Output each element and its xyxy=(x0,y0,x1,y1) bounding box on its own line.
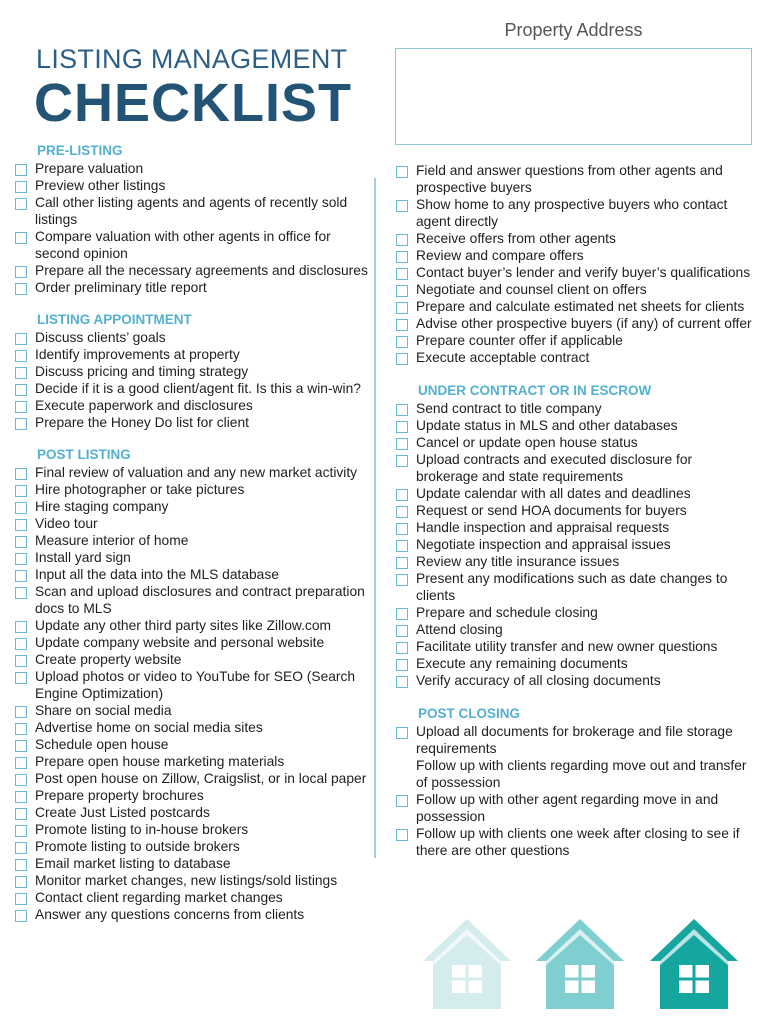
checklist-item xyxy=(396,196,756,230)
checklist-item-label: Prepare and calculate estimated net sheets for clients xyxy=(416,299,745,314)
checkbox[interactable] xyxy=(15,519,27,531)
checklist-item-label: Hire photographer or take pictures xyxy=(35,482,245,497)
checkbox[interactable] xyxy=(396,285,408,297)
checkbox[interactable] xyxy=(396,557,408,569)
checkbox[interactable] xyxy=(396,608,408,620)
checkbox[interactable] xyxy=(396,404,408,416)
checklist-item-label: Schedule open house xyxy=(35,737,169,752)
checklist-item-label: Verify accuracy of all closing documents xyxy=(416,673,661,688)
checklist-item-label: Upload contracts and executed disclosure for brokerage and state requirements xyxy=(416,452,693,484)
checklist-item xyxy=(396,757,756,791)
house-icon xyxy=(534,915,626,1011)
checklist-item-label: Prepare valuation xyxy=(35,161,144,176)
checkbox[interactable] xyxy=(396,421,408,433)
checklist-item-label: Advertise home on social media sites xyxy=(35,720,263,735)
checklist-item xyxy=(396,451,756,485)
house-icon xyxy=(421,915,513,1011)
checklist-item xyxy=(396,621,756,638)
checkbox[interactable] xyxy=(396,574,408,586)
checklist-item-label: Measure interior of home xyxy=(35,533,189,548)
checklist-item-label: Contact buyer’s lender and verify buyer’s qualifications xyxy=(416,265,751,280)
checklist-item xyxy=(396,570,756,604)
checklist-item-label: Input all the data into the MLS database xyxy=(35,567,279,582)
checkbox[interactable] xyxy=(15,536,27,548)
checklist-item xyxy=(15,363,370,380)
checklist-item xyxy=(15,380,370,397)
checklist-item xyxy=(15,549,370,566)
checklist-item-label: Create property website xyxy=(35,652,182,667)
checklist-item xyxy=(15,160,370,177)
checkbox[interactable] xyxy=(396,268,408,280)
checklist-item xyxy=(396,485,756,502)
checklist-item xyxy=(15,702,370,719)
title-subheading: LISTING MANAGEMENT xyxy=(36,44,348,74)
checkbox[interactable] xyxy=(15,655,27,667)
checklist-item-label: Video tour xyxy=(35,516,98,531)
checklist-item xyxy=(15,481,370,498)
checkbox[interactable] xyxy=(15,723,27,735)
checkbox[interactable] xyxy=(396,659,408,671)
checklist-item xyxy=(396,672,756,689)
checkbox[interactable] xyxy=(15,232,27,244)
checkbox[interactable] xyxy=(15,757,27,769)
checkbox[interactable] xyxy=(396,625,408,637)
checklist-item xyxy=(15,583,370,617)
checkbox[interactable] xyxy=(396,455,408,467)
checklist-item-label: Prepare the Honey Do list for client xyxy=(35,415,249,430)
checklist-item xyxy=(396,638,756,655)
section-under-contract-or-in-escrow xyxy=(396,382,756,689)
section-heading: POST LISTING xyxy=(37,447,131,462)
checklist-item-label: Identify improvements at property xyxy=(35,347,240,362)
checkbox[interactable] xyxy=(15,774,27,786)
checklist-item-label: Handle inspection and appraisal requests xyxy=(416,520,670,535)
checklist-item xyxy=(396,502,756,519)
checklist-item-label: Cancel or update open house status xyxy=(416,435,638,450)
checklist-item xyxy=(15,651,370,668)
checklist-item xyxy=(396,553,756,570)
checkbox[interactable] xyxy=(396,642,408,654)
checklist-item-label: Hire staging company xyxy=(35,499,169,514)
checklist-item xyxy=(396,655,756,672)
checklist-item-label: Advise other prospective buyers (if any) of current offer xyxy=(416,316,752,331)
checkbox[interactable] xyxy=(15,706,27,718)
checklist-item-label: Preview other listings xyxy=(35,178,166,193)
checklist-item xyxy=(15,262,370,279)
checklist-item-label: Execute acceptable contract xyxy=(416,350,590,365)
checkbox[interactable] xyxy=(15,825,27,837)
checklist-item-label: Update company website and personal website xyxy=(35,635,325,650)
checklist-item xyxy=(15,906,370,923)
checkbox[interactable] xyxy=(396,438,408,450)
checkbox[interactable] xyxy=(15,502,27,514)
checkbox[interactable] xyxy=(396,302,408,314)
checkbox[interactable] xyxy=(15,672,27,684)
checklist-item-label: Update calendar with all dates and deadlines xyxy=(416,486,691,501)
checkbox[interactable] xyxy=(15,283,27,295)
checklist-item xyxy=(396,825,756,859)
checklist-item-label: Follow up with clients regarding move out and transfer of possession xyxy=(416,758,747,790)
checklist-item-label: Call other listing agents and agents of recently sold listings xyxy=(35,195,348,227)
page-title: CHECKLIST xyxy=(34,73,352,133)
checklist-item xyxy=(15,329,370,346)
checkbox[interactable] xyxy=(396,336,408,348)
checklist-item-label: Review any title insurance issues xyxy=(416,554,620,569)
checklist-item-label: Show home to any prospective buyers who contact agent directly xyxy=(416,197,728,229)
checkbox[interactable] xyxy=(15,418,27,430)
checklist-item-label: Present any modifications such as date changes to clients xyxy=(416,571,728,603)
checklist-item-label: Share on social media xyxy=(35,703,172,718)
checklist-item xyxy=(15,498,370,515)
checklist-item xyxy=(15,770,370,787)
checklist-item-label: Decide if it is a good client/agent fit. Is this a win-win? xyxy=(35,381,361,396)
left-column xyxy=(15,142,370,938)
checklist-item-label: Negotiate inspection and appraisal issues xyxy=(416,537,671,552)
checklist-item-label: Upload all documents for brokerage and file storage requirements xyxy=(416,724,733,756)
checklist-item xyxy=(396,434,756,451)
checklist-item xyxy=(15,515,370,532)
checkbox[interactable] xyxy=(15,266,27,278)
checklist-item xyxy=(15,397,370,414)
checkbox[interactable] xyxy=(396,829,408,841)
checkbox[interactable] xyxy=(15,570,27,582)
checkbox[interactable] xyxy=(15,164,27,176)
section-heading: POST CLOSING xyxy=(418,706,521,721)
checklist-item-label: Review and compare offers xyxy=(416,248,584,263)
checklist-item-label: Receive offers from other agents xyxy=(416,231,616,246)
checkbox[interactable] xyxy=(15,485,27,497)
section-listing-appointment xyxy=(15,311,370,431)
checklist-item-label: Monitor market changes, new listings/sold listings xyxy=(35,873,338,888)
checklist-item-label: Negotiate and counsel client on offers xyxy=(416,282,647,297)
checklist-item-label: Promote listing to in-house brokers xyxy=(35,822,249,837)
section-offers xyxy=(396,162,756,366)
checklist-item-label: Prepare and schedule closing xyxy=(416,605,598,620)
checklist-item xyxy=(15,634,370,651)
checklist-item xyxy=(15,753,370,770)
checklist-item xyxy=(396,349,756,366)
checkbox[interactable] xyxy=(396,200,408,212)
checklist-item-label: Final review of valuation and any new market activity xyxy=(35,465,358,480)
property-address-field[interactable] xyxy=(395,48,752,145)
checklist-item xyxy=(396,791,756,825)
checklist-item xyxy=(15,464,370,481)
checklist-item xyxy=(396,298,756,315)
checklist-item xyxy=(15,736,370,753)
checklist-item xyxy=(15,872,370,889)
section-heading: UNDER CONTRACT OR IN ESCROW xyxy=(418,383,652,398)
checkbox[interactable] xyxy=(15,842,27,854)
checkbox[interactable] xyxy=(15,198,27,210)
checklist-item xyxy=(396,332,756,349)
checkbox[interactable] xyxy=(396,727,408,739)
checklist-item xyxy=(396,519,756,536)
checkbox[interactable] xyxy=(15,587,27,599)
checklist-item-label: Post open house on Zillow, Craigslist, or in local paper xyxy=(35,771,367,786)
checklist-item-label: Install yard sign xyxy=(35,550,131,565)
section-post-closing xyxy=(396,705,756,859)
checklist-item-label: Update status in MLS and other databases xyxy=(416,418,678,433)
checkbox[interactable] xyxy=(15,333,27,345)
house-icon xyxy=(648,915,740,1011)
right-column xyxy=(396,162,756,875)
checklist-item xyxy=(15,719,370,736)
checkbox[interactable] xyxy=(15,468,27,480)
checklist-item xyxy=(15,228,370,262)
checklist-item xyxy=(15,279,370,296)
checkbox[interactable] xyxy=(396,540,408,552)
checklist-item-label: Prepare counter offer if applicable xyxy=(416,333,623,348)
checklist-item-label: Answer any questions concerns from clients xyxy=(35,907,305,922)
checkbox[interactable] xyxy=(15,401,27,413)
checkbox[interactable] xyxy=(15,910,27,922)
checklist-item xyxy=(396,230,756,247)
checklist-item xyxy=(15,787,370,804)
checkbox[interactable] xyxy=(396,795,408,807)
checkbox[interactable] xyxy=(15,859,27,871)
checklist-item-label: Prepare open house marketing materials xyxy=(35,754,285,769)
checklist-item-label: Request or send HOA documents for buyers xyxy=(416,503,687,518)
checkbox[interactable] xyxy=(15,384,27,396)
checkbox[interactable] xyxy=(15,367,27,379)
checklist-item xyxy=(15,838,370,855)
checklist-item-label: Promote listing to outside brokers xyxy=(35,839,240,854)
property-address-label: Property Address xyxy=(504,20,643,40)
checklist-item-label: Send contract to title company xyxy=(416,401,602,416)
checklist-item xyxy=(15,821,370,838)
checklist-item xyxy=(396,400,756,417)
checklist-item xyxy=(396,604,756,621)
section-post-listing xyxy=(15,446,370,923)
checkbox[interactable] xyxy=(396,234,408,246)
checkbox[interactable] xyxy=(15,876,27,888)
checkbox[interactable] xyxy=(15,893,27,905)
checklist-item-label: Prepare property brochures xyxy=(35,788,204,803)
checklist-item xyxy=(396,723,756,757)
checkbox[interactable] xyxy=(396,523,408,535)
checklist-item-label: Create Just Listed postcards xyxy=(35,805,210,820)
checkbox[interactable] xyxy=(15,808,27,820)
section-heading: LISTING APPOINTMENT xyxy=(37,312,192,327)
checklist-item-label: Update any other third party sites like Zillow.com xyxy=(35,618,331,633)
checklist-item-label: Scan and upload disclosures and contract preparation docs to MLS xyxy=(35,584,365,616)
checkbox[interactable] xyxy=(396,251,408,263)
checkbox[interactable] xyxy=(396,676,408,688)
checklist-item xyxy=(396,162,756,196)
checkbox[interactable] xyxy=(396,489,408,501)
section-pre-listing xyxy=(15,142,370,296)
checklist-item-label: Contact client regarding market changes xyxy=(35,890,283,905)
checklist-item xyxy=(15,414,370,431)
checkbox[interactable] xyxy=(15,740,27,752)
house-illustrations xyxy=(416,915,746,1015)
checklist-item-label: Compare valuation with other agents in office for second opinion xyxy=(35,229,331,261)
checkbox[interactable] xyxy=(396,506,408,518)
checkbox[interactable] xyxy=(15,621,27,633)
checklist-item xyxy=(15,346,370,363)
checklist-item xyxy=(15,855,370,872)
checklist-item xyxy=(15,566,370,583)
checklist-item-label: Order preliminary title report xyxy=(35,280,207,295)
checklist-item-label: Follow up with clients one week after closing to see if there are other questions xyxy=(416,826,740,858)
checkbox[interactable] xyxy=(396,353,408,365)
checklist-item-label: Attend closing xyxy=(416,622,503,637)
checklist-item-label: Prepare all the necessary agreements and disclosures xyxy=(35,263,368,278)
checklist-item xyxy=(15,889,370,906)
checklist-item xyxy=(15,194,370,228)
checklist-item xyxy=(15,532,370,549)
checklist-item xyxy=(15,804,370,821)
checklist-item xyxy=(15,617,370,634)
checklist-item-label: Facilitate utility transfer and new owner questions xyxy=(416,639,718,654)
checklist-item xyxy=(396,417,756,434)
checklist-item xyxy=(15,668,370,702)
checklist-item xyxy=(396,264,756,281)
checkbox[interactable] xyxy=(15,553,27,565)
checklist-item-label: Execute paperwork and disclosures xyxy=(35,398,253,413)
checkbox[interactable] xyxy=(15,350,27,362)
checklist-item-label: Execute any remaining documents xyxy=(416,656,628,671)
checklist-item-label: Upload photos or video to YouTube for SEO (Search Engine Optimization) xyxy=(35,669,356,701)
checklist-item-label: Follow up with other agent regarding move in and possession xyxy=(416,792,719,824)
checklist-item xyxy=(396,281,756,298)
checklist-item xyxy=(396,315,756,332)
column-divider xyxy=(374,178,376,858)
section-heading: PRE-LISTING xyxy=(37,143,123,158)
checklist-item-label: Discuss clients’ goals xyxy=(35,330,166,345)
checkbox[interactable] xyxy=(15,181,27,193)
checklist-item xyxy=(396,536,756,553)
checklist-item-label: Field and answer questions from other agents and prospective buyers xyxy=(416,163,723,195)
checkbox[interactable] xyxy=(396,319,408,331)
checklist-item-label: Discuss pricing and timing strategy xyxy=(35,364,249,379)
checkbox[interactable] xyxy=(15,791,27,803)
checklist-item xyxy=(15,177,370,194)
checkbox[interactable] xyxy=(396,166,408,178)
checklist-item xyxy=(396,247,756,264)
checkbox[interactable] xyxy=(15,638,27,650)
checklist-item-label: Email market listing to database xyxy=(35,856,231,871)
